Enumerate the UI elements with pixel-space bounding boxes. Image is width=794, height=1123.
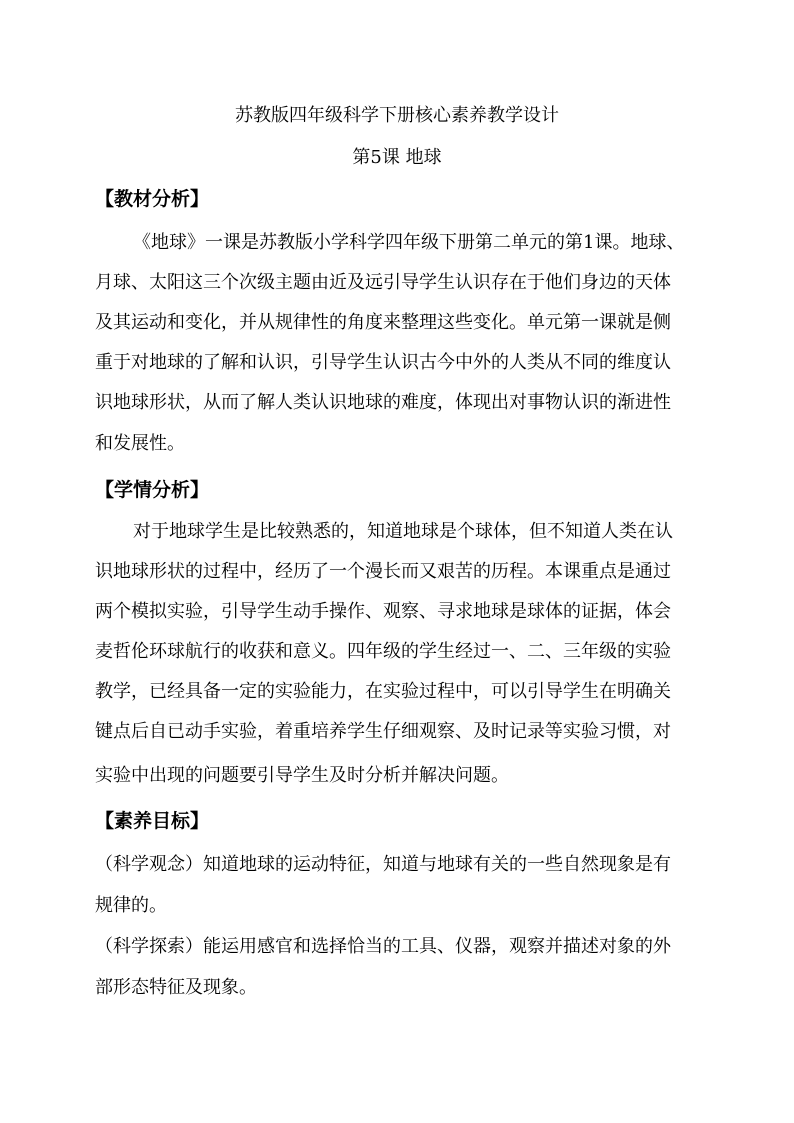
paragraph-line: 两个模拟实验，引导学生动手操作、观察、寻求地球是球体的证据，体会 (95, 601, 671, 622)
paragraph-line: 键点后自已动手实验，着重培养学生仔细观察、及时记录等实验习惯，对 (95, 721, 671, 742)
paragraph-line: 对于地球学生是比较熟悉的，知道地球是个球体，但不知道人类在认 (133, 521, 673, 542)
section-heading-literacy-goals: 【素养目标】 (95, 810, 210, 832)
paragraph-line: 麦哲伦环球航行的收获和意义。四年级的学生经过一、二、三年级的实验 (95, 641, 671, 662)
paragraph-line: 《地球》一课是苏教版小学科学四年级下册第二单元的第1课。地球、 (133, 232, 685, 253)
paragraph-line: 及其运动和变化，并从规律性的角度来整理这些变化。单元第一课就是侧 (95, 312, 671, 333)
section-heading-textbook-analysis: 【教材分析】 (95, 188, 210, 210)
paragraph-line: （科学观念）知道地球的运动特征，知道与地球有关的一些自然现象是有 (95, 854, 671, 875)
lesson-title: 第5课 地球 (352, 147, 442, 168)
document-title: 苏教版四年级科学下册核心素养教学设计 (235, 105, 559, 126)
paragraph-line: 识地球形状，从而了解人类认识地球的难度，体现出对事物认识的渐进性 (95, 392, 671, 413)
paragraph-line: 规律的。 (95, 895, 167, 916)
paragraph-line: 教学，已经具备一定的实验能力，在实验过程中，可以引导学生在明确关 (95, 681, 671, 702)
paragraph-line: 部形态特征及现象。 (95, 977, 257, 998)
paragraph-line: 和发展性。 (95, 433, 185, 454)
paragraph-line: 识地球形状的过程中，经历了一个漫长而又艰苦的历程。本课重点是通过 (95, 561, 671, 582)
section-heading-learner-analysis: 【学情分析】 (95, 479, 210, 501)
paragraph-line: 实验中出现的问题要引导学生及时分析并解决问题。 (95, 765, 509, 786)
paragraph-line: （科学探索）能运用感官和选择恰当的工具、仪器，观察并描述对象的外 (95, 936, 671, 957)
paragraph-line: 重于对地球的了解和认识，引导学生认识古今中外的人类从不同的维度认 (95, 352, 671, 373)
paragraph-line: 月球、太阳这三个次级主题由近及远引导学生认识存在于他们身边的天体 (95, 272, 671, 293)
